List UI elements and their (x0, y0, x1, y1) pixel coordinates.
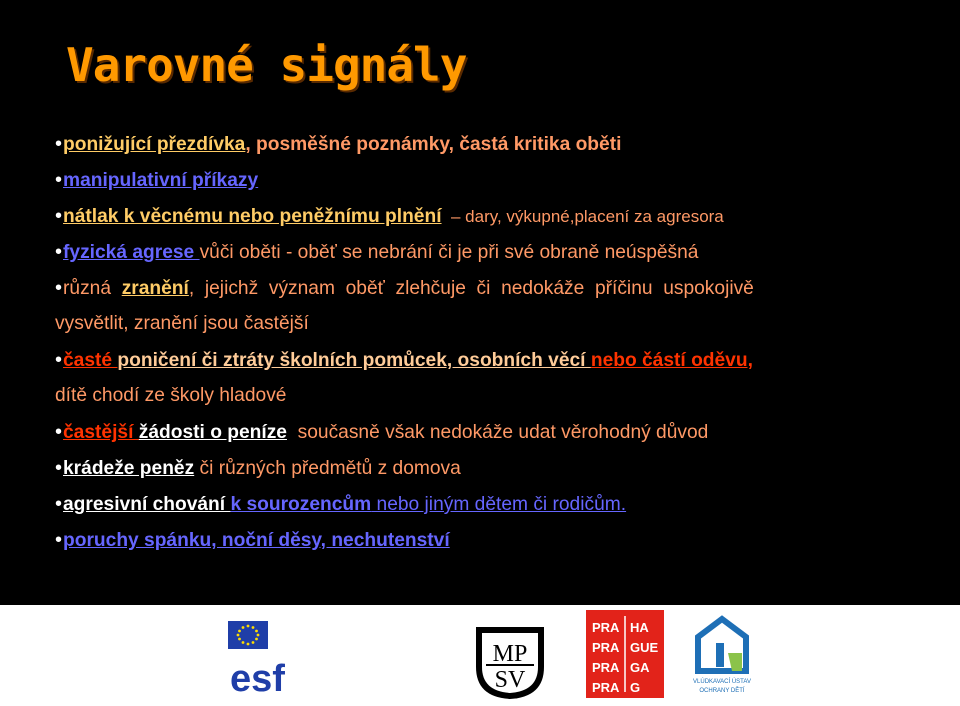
svg-text:PRA: PRA (592, 660, 620, 675)
list-item-text: – dary, výkupné,placení za agresora (441, 207, 724, 226)
bullet-marker: • (55, 529, 63, 551)
list-item (55, 198, 935, 234)
bullet-marker: • (55, 421, 63, 443)
list-item (55, 306, 935, 342)
list-item (55, 414, 935, 450)
list-item (55, 234, 935, 270)
list-item-text: různá (63, 278, 122, 299)
list-item-text: nebo částí oděvu, (590, 350, 753, 371)
svg-text:esf: esf (230, 658, 285, 699)
bullet-marker: • (55, 133, 63, 155)
list-item-text: krádeže peněz (63, 458, 195, 479)
list-item (55, 450, 935, 486)
list-item-text: nebo jiným dětem či rodičům. (371, 494, 627, 515)
bullet-marker: • (55, 349, 63, 371)
bullet-marker: • (55, 277, 63, 299)
bullet-marker: • (55, 205, 63, 227)
list-item-text: k sourozencům (230, 494, 372, 515)
svg-text:GA: GA (630, 660, 650, 675)
praha-logo (586, 610, 664, 698)
list-item (55, 486, 935, 522)
svg-text:PRA: PRA (592, 680, 620, 695)
bullet-marker: • (55, 169, 63, 191)
svg-text:VLÚDKAVACÍ ÚSTAV: VLÚDKAVACÍ ÚSTAV (693, 679, 751, 685)
list-item (55, 270, 935, 306)
ochrana-deti-logo (692, 613, 752, 699)
list-item-text: žádosti o peníze (138, 422, 287, 443)
esf-logo (228, 619, 308, 699)
list-item (55, 126, 935, 162)
svg-text:MP: MP (492, 641, 528, 667)
list-item-text: manipulativní příkazy (63, 170, 259, 191)
bullet-marker: • (55, 493, 63, 515)
list-item-text: ponižující přezdívka (63, 134, 246, 155)
svg-text:PRA: PRA (592, 620, 620, 635)
list-item-text: agresivní chování (63, 494, 231, 515)
list-item-text: vysvětlit, zranění jsou častější (55, 313, 309, 334)
list-item-text: či různých předmětů z domova (194, 458, 461, 479)
list-item-text: , jejichž význam oběť zlehčuje či nedokáže příčinu uspokojivě (188, 278, 754, 299)
list-item-text: poruchy spánku, noční děsy, nechutenství (63, 530, 450, 551)
list-item-text: fyzická agrese (63, 242, 200, 263)
list-item-text: dítě chodí ze školy hladové (55, 385, 287, 406)
mpsv-logo (470, 623, 550, 701)
bullet-marker: • (55, 241, 63, 263)
slide-title: Varovné signály (66, 38, 467, 92)
list-item-text: zranění (121, 278, 189, 299)
svg-text:GUE: GUE (630, 640, 659, 655)
bullet-marker: • (55, 457, 63, 479)
svg-text:HA: HA (630, 620, 649, 635)
logo-bar (0, 605, 960, 703)
svg-text:G: G (630, 680, 641, 695)
eu-flag-icon (228, 619, 308, 699)
list-item (55, 342, 935, 378)
list-item-text: časté (63, 350, 118, 371)
svg-text:PRA: PRA (592, 640, 620, 655)
list-item-text: , posměšné poznámky, častá kritika oběti (245, 134, 622, 155)
list-item (55, 522, 935, 558)
list-item (55, 378, 935, 414)
svg-text:SV: SV (494, 667, 526, 693)
list-item-text: častější (63, 422, 139, 443)
list-item-text: současně však nedokáže udat věrohodný důvod (286, 422, 709, 443)
list-item-text: poničení či ztráty školních pomůcek, osobních věcí (117, 350, 591, 371)
list-item (55, 162, 935, 198)
svg-text:OCHRANY DĚTÍ: OCHRANY DĚTÍ (699, 688, 745, 694)
list-item-text: vůči oběti - oběť se nebrání či je při své obraně neúspěšná (199, 242, 699, 263)
list-item-text: nátlak k věcnému nebo peněžnímu plnění (63, 206, 442, 227)
bullet-list (55, 126, 935, 558)
